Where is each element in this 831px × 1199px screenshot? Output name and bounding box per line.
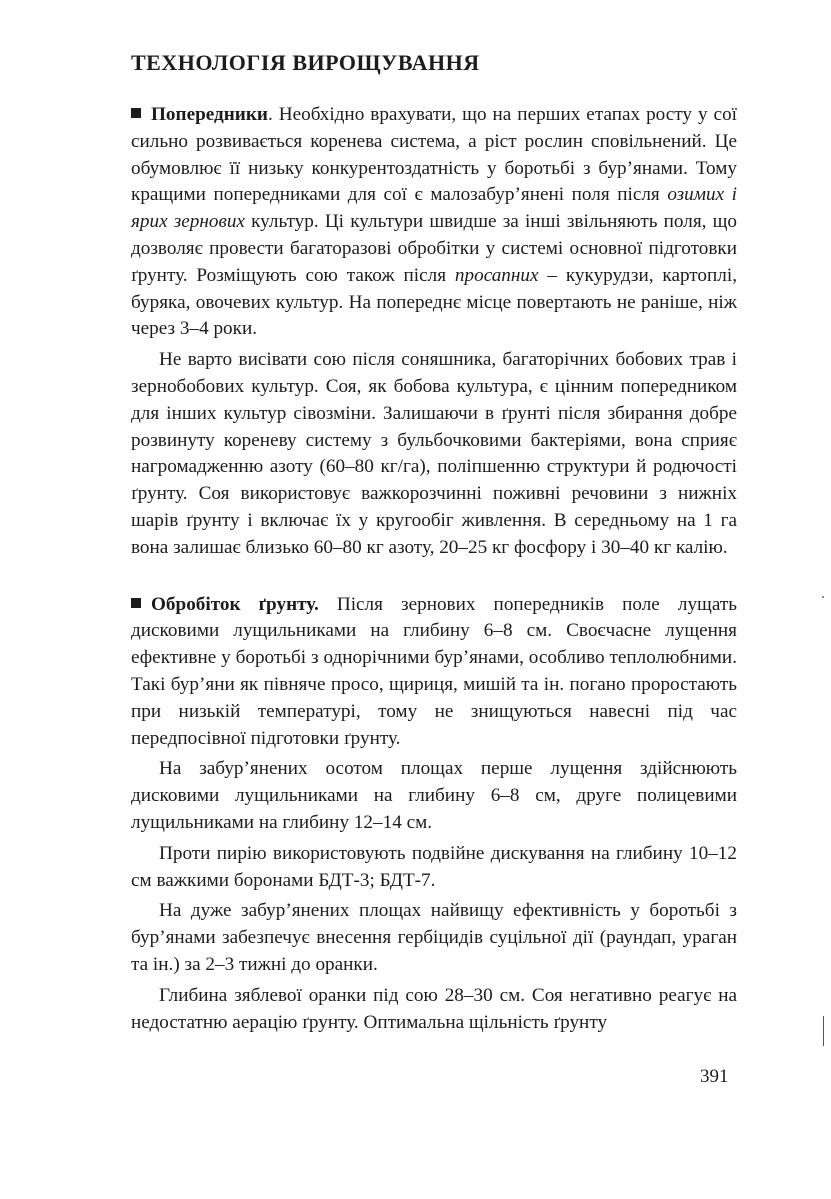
section-predecessors-paragraph-1 bbox=[131, 102, 737, 343]
italic-term: озимих і ярих зернових bbox=[131, 184, 738, 233]
square-bullet-icon bbox=[131, 108, 141, 118]
section-tillage-paragraph-2: На забур’янених осотом площах перше лущення здійснюють дисковими лущильниками на глибину 6–8 см, друге полицевими лущильниками на глибину 12–14 см. bbox=[131, 758, 737, 833]
section-title-predecessors: Попередники bbox=[151, 104, 268, 125]
section-spacer bbox=[131, 562, 737, 592]
scan-speck bbox=[822, 596, 824, 598]
page-number: 391 bbox=[700, 1066, 729, 1087]
square-bullet-icon bbox=[131, 598, 141, 608]
section-tillage-paragraph-4: На дуже забур’янених площах найвищу ефективність у боротьбі з бур’янами забезпечує внесення гербіцидів суцільної дії (раундап, ураган та ін.) за 2–3 тижні до оранки. bbox=[131, 900, 737, 975]
section-predecessors-paragraph-2: Не варто висівати сою після соняшника, багаторічних бобових трав і зернобобових культур. Соя, як бобова культура, є цінним попередником для інших культур сівозміни. Залишаючи в ґрунті після збирання добре розвинуту кореневу систему з бульбочковими бактеріями, вона сприяє нагромадженню азоту (60–80 кг/га), поліпшенню структури й родючості ґрунту. Соя використовує важкорозчинні поживні речовини з нижніх шарів ґрунту і включає їх у кругообіг живлення. В середньому на 1 га вона залишає близько 60–80 кг азоту, 20–25 кг фосфору і 30–40 кг калію. bbox=[131, 349, 737, 558]
text-run: культур. Ці культури швидше за інші звільняють поля, що дозволяє провести багаторазові обробітки у системі основної підготовки ґрунту. Розміщують сою також після bbox=[131, 211, 737, 286]
section-tillage-paragraph-5: Глибина зяблевої оранки під сою 28–30 см. Соя негативно реагує на недостатню аерацію ґрунту. Оптимальна щільність ґрунту bbox=[131, 984, 737, 1033]
section-tillage-paragraph-1 bbox=[131, 592, 737, 753]
page-heading: ТЕХНОЛОГІЯ ВИРОЩУВАННЯ bbox=[131, 50, 480, 75]
italic-term: просапних bbox=[454, 264, 539, 286]
page-content bbox=[131, 50, 737, 1036]
text-run: . Необхідно врахувати, що на перших етапах росту у сої сильно розвивається коренева система, а ріст рослин сповільнений. Це обумовлює її низьку конкурентоздатність у боротьбі з бур’янами. Тому кращими попередниками для сої є малозабур’янені поля після bbox=[131, 104, 737, 206]
scan-edge-line bbox=[823, 1016, 824, 1046]
section-title-tillage: Обробіток ґрунту. bbox=[151, 593, 319, 615]
text-run: Після зернових попередників поле лущать дисковими лущильниками на глибину 6–8 см. Своєчасне лущення ефективне у боротьбі з однорічними бур’янами, особливо теплолюбними. Такі бур’яни як півняче просо, щириця, мишій та ін. погано проростають при низькій температурі, тому не знищуються навесні під час передпосівної підготовки ґрунту. bbox=[131, 593, 737, 749]
text-run: – кукурудзи, картоплі, буряка, овочевих культур. На попереднє місце повертають не раніше, ніж через 3–4 роки. bbox=[131, 264, 737, 340]
section-tillage-paragraph-3: Проти пирію використовують подвійне дискування на глибину 10–12 см важкими боронами БДТ-3; БДТ-7. bbox=[131, 842, 737, 891]
